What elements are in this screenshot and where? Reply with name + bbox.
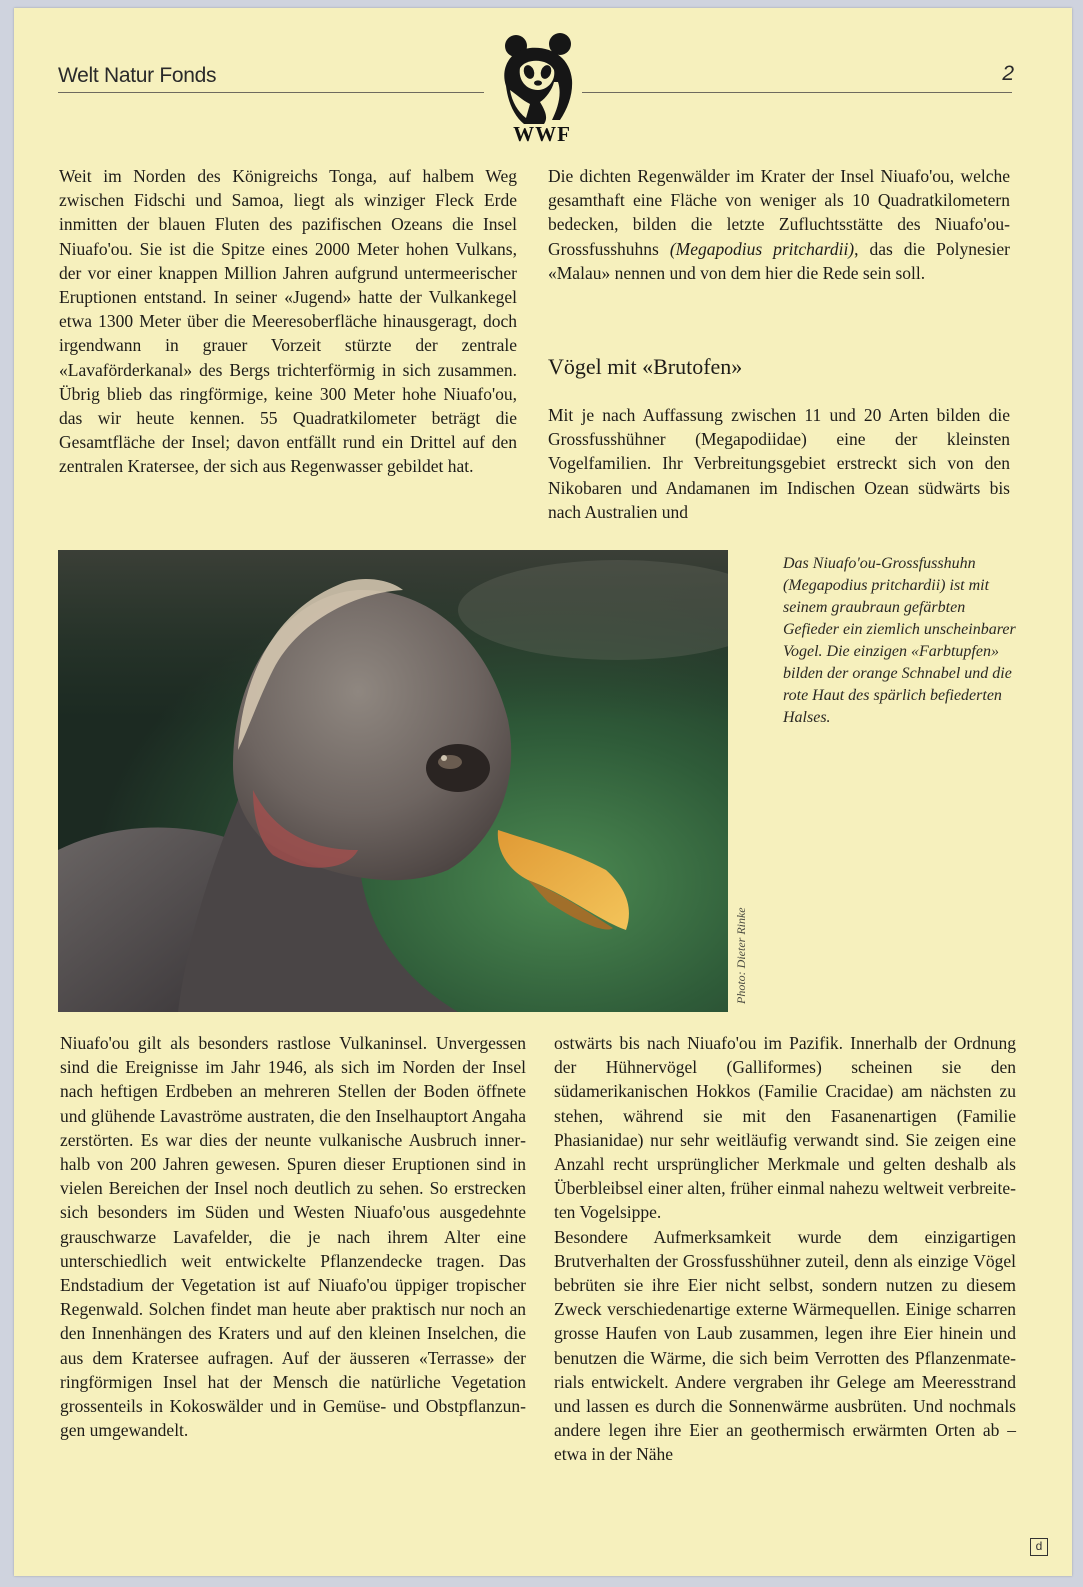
photo-caption: Das Niuafo'ou-Grossfusshuhn (Megapodius pritchardii) ist mit seinem graubraun gefärbten Gefieder ein ziemlich unscheinbarer Vogel. Die einzigen «Farbtupfen» bilden der orange Schnabel und die rote Haut des spärlich befiederten Halses. xyxy=(783,555,1016,726)
corner-mark: d xyxy=(1030,1538,1048,1556)
family-paragraph: Mit je nach Auffassung zwischen 11 und 20 Arten bilden die Grossfusshühner (Megapodiidae) eine der kleinsten Vogelfamilien. Ihr Verbreitungsgebiet erstreckt sich von den Nikobaren und Andamanen im Indischen Ozean südwärts bis nach Australien und xyxy=(548,405,1010,522)
family-column xyxy=(548,403,1010,524)
stamp-sheet-page xyxy=(14,8,1072,1576)
intro-paragraph: Weit im Norden des Königreichs Tonga, auf halbem Weg zwischen Fidschi und Samoa, liegt als winziger Fleck Erde inmitten der blauen Fluten des pazifischen Ozeans die Insel Niuafo'ou. Sie ist die Spitze eines 2000 Meter hohen Vulkans, der vor einer knappen Million Jahren aufgrund untermeerischer Eruptionen entstand. In seiner «Jugend» hatte der Vulkankegel etwa 1300 Meter über die Meeresoberfläche hinausgeragt, doch irgendwann in grauer Vorzeit stürzte der zentrale «Lavaförderkanal» des Bergs trichterförmig in sich zusammen. Übrig blieb das ringförmige, keine 300 Meter hohe Niuafo'ou, das wir heute kennen. 55 Quadratkilometer beträgt die Gesamtfläche der Insel; davon entfällt rund ein Drittel auf den zentralen Kratersee, der sich aus Regenwasser gebildet hat. xyxy=(59,166,517,477)
volcano-paragraph: Niuafo'ou gilt als besonders rastlose Vulkaninsel. Unvergessen sind die Ereignisse im Jahr 1946, als sich im Norden der Insel nach heftigen Erdbeben an mehreren Stellen der Boden öffnete und glühende Lavaströme austraten, die den Inselhauptort Angaha zerstörten. Es war dies der neunte vulkanische Ausbruch innerhalb von 200 Jahren gewesen. Spuren dieser Eruptionen sind in vielen Bereichen der Insel noch deutlich zu sehen. So erstrecken sich besonders im Süden und Westen Niuafo'ous ausgedehnte grauschwarze Lavafelder, die je nach ihrem Alter eine unterschiedlich weit entwickelte Pflanzendecke tragen. Das Endstadium der Vegetation ist auf Niuafo'ou üppiger tropischer Regenwald. Solchen findet man heute aber praktisch nur noch an den Innenhängen des Kraters und auf den kleinen Inselchen, die aus dem Kratersee aufragen. Auf der äusseren «Terrasse» der ringförmigen Insel hat der Mensch die natürliche Vegetation grossenteils in Kokoswälder und in Gemüse- und Obstpflanzungen umgewandelt. xyxy=(60,1033,526,1441)
rainforest-paragraph xyxy=(548,164,1010,285)
rainforest-text-pre: Die dichten Regenwälder im Krater der Insel Niuafo'ou, welche gesamthaft eine Fläche von weniger als 10 Quadratkilometern bedecken, bilden die letzte Zufluchtsstätte des Niuafo'ou-Grossfusshuhns xyxy=(548,166,1010,259)
relatives-paragraph: ostwärts bis nach Niuafo'ou im Pazifik. Innerhalb der Ordnung der Hühnervögel (Galliformes) scheinen sie den südamerikanischen Hokkos (Familie Cracidae) am nächsten zu stehen, während sie mit den Fasanenartigen (Familie Phasianidae) nur sehr weitläufig verwandt sind. Sie zeigen eine Anzahl recht ursprünglicher Merkmale und gelten deshalb als Überbleibsel einer alten, früher einmal nahezu weltweit verbreiteten Vogelsippe. xyxy=(554,1033,1016,1223)
brood-column xyxy=(554,1031,1016,1467)
rainforest-text-post: , das die Polynesier «Malau» nennen und von dem hier die Rede sein soll. xyxy=(548,238,1010,283)
wwf-wordmark: WWF xyxy=(513,122,571,146)
intro-column-left xyxy=(59,164,517,479)
bird-photo xyxy=(58,550,728,1012)
header-rule-right xyxy=(582,92,1012,93)
intro-column-right xyxy=(548,164,1010,285)
header-rule-left xyxy=(58,92,484,93)
section-heading: Vögel mit «Brutofen» xyxy=(548,354,743,379)
brood-paragraph: Besondere Aufmerksamkeit wurde dem einzigartigen Brutverhalten der Grossfusshühner zuteil, denn als einzige Vögel bebrüten sie ihre Eier nicht selbst, sondern nutzen zu diesem Zweck verschiedenartige externe Wärmequellen. Einige scharren grosse Haufen von Laub zusammen, legen ihre Eier hinein und benutzen die Wärme, die sich beim Verrotten des Pflanzenmaterials entwickelt. Andere vergraben ihr Gelege am Meeresstrand und lassen es durch die Sonnenwärme ausbrüten. Und nochmals andere legen ihre Eier an geothermisch erwärmten Orten ab – etwa in der Nähe xyxy=(554,1226,1016,1465)
panda-logo-icon xyxy=(496,28,580,128)
latin-name: (Megapodius pritchardii) xyxy=(669,238,855,259)
header-title: Welt Natur Fonds xyxy=(58,64,217,87)
volcano-column xyxy=(60,1031,526,1442)
page-number: 2 xyxy=(1002,62,1014,85)
photo-credit: Photo: Dieter Rinke xyxy=(734,907,748,1004)
